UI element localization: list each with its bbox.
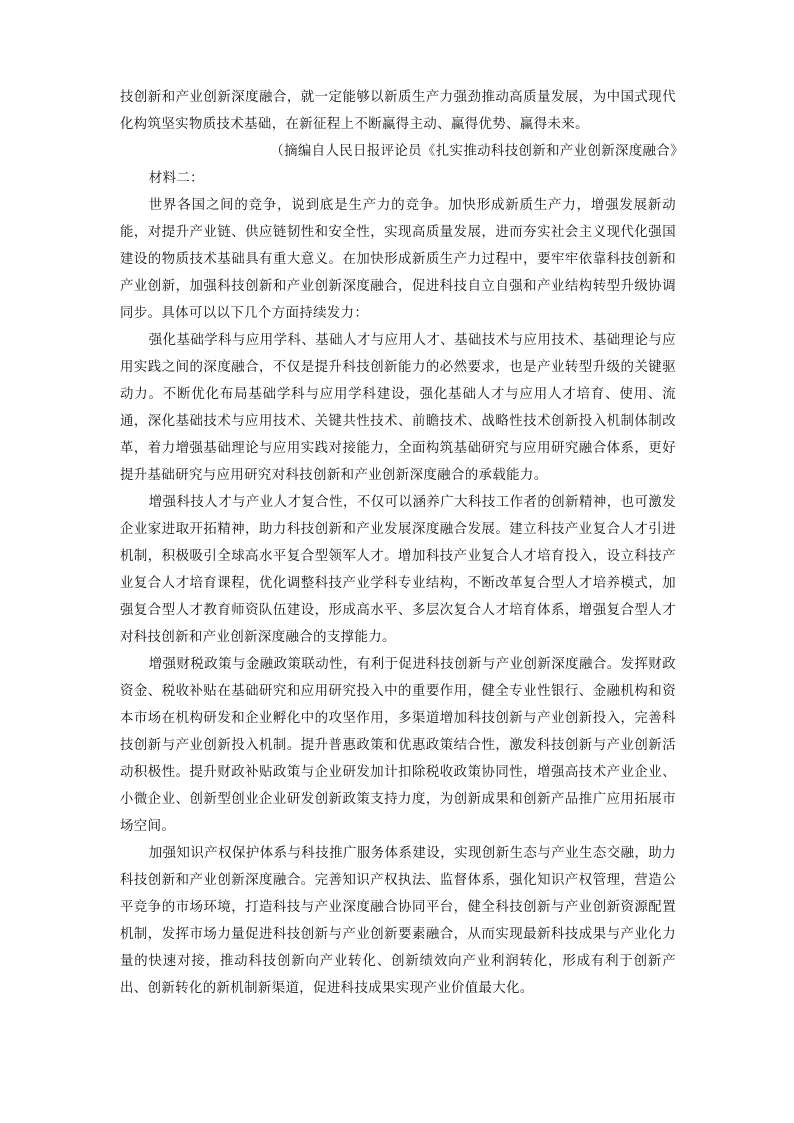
continuation-paragraph: 技创新和产业创新深度融合，就一定能够以新质生产力强劲推动高质量发展，为中国式现代化构筑坚实物质技术基础，在新征程上不断赢得主动、赢得优势、赢得未来。: [120, 90, 676, 132]
source-citation: （摘编自人民日报评论员《扎实推动科技创新和产业创新深度融合》: [270, 144, 684, 159]
paragraph: 世界各国之间的竞争，说到底是生产力的竞争。加快形成新质生产力，增强发展新动能，对提升产业链、供应链韧性和安全性，实现高质量发展，进而夯实社会主义现代化强国建设的物质技术基础具有重大意义。在加快形成新质生产力过程中，要牢牢依靠科技创新和产业创新，加强科技创新和产业创新深度融合，促进科技自立自强和产业结构转型升级协调同步。具体可以以下几个方面持续发力：: [120, 198, 676, 321]
paragraph: 强化基础学科与应用学科、基础人才与应用人才、基础技术与应用技术、基础理论与应用实践之间的深度融合，不仅是提升科技创新能力的必然要求，也是产业转型升级的关键驱动力。不断优化布局基础学科与应用学科建设，强化基础人才与应用人才培育、使用、流通，深化基础技术与应用技术、关键共性技术、前瞻技术、战略性技术创新投入机制体制改革，着力增强基础理论与应用实践对接能力，全面构筑基础研究与应用研究融合体系，更好提升基础研究与应用研究对科技创新和产业创新深度融合的承载能力。: [120, 333, 676, 483]
paragraph: 增强财税政策与金融政策联动性，有利于促进科技创新与产业创新深度融合。发挥财政资金、税收补贴在基础研究和应用研究投入中的重要作用，健全专业性银行、金融机构和资本市场在机构研发和企业孵化中的攻坚作用，多渠道增加科技创新与产业创新投入，完善科技创新与产业创新投入机制。提升普惠政策和优惠政策结合性，激发科技创新与产业创新活动积极性。提升财政补贴政策与企业研发加计扣除税收政策协同性，增强高技术产业企业、小微企业、创新型创业企业研发创新政策支持力度，为创新成果和创新产品推广应用拓展市场空间。: [120, 657, 676, 834]
paragraph: 加强知识产权保护体系与科技推广服务体系建设，实现创新生态与产业生态交融，助力科技创新和产业创新深度融合。完善知识产权执法、监督体系，强化知识产权管理，营造公平竞争的市场环境，打造科技与产业深度融合协同平台，健全科技创新与产业创新资源配置机制，发挥市场力量促进科技创新与产业创新要素融合，从而实现最新科技成果与产业化力量的快速对接，推动科技创新向产业转化、创新绩效向产业利润转化，形成有利于创新产出、创新转化的新机制新渠道，促进科技成果实现产业价值最大化。: [120, 846, 676, 996]
material-label: 材料二：: [148, 171, 204, 186]
document-body: [120, 84, 684, 1002]
paragraph: 增强科技人才与产业人才复合性，不仅可以涵养广大科技工作者的创新精神，也可激发企业家进取开拓精神，助力科技创新和产业发展深度融合发展。建立科技产业复合人才引进机制，积极吸引全球高水平复合型领军人才。增加科技产业复合人才培育投入，设立科技产业复合人才培育课程，优化调整科技产业学科专业结构，不断改革复合型人才培养模式，加强复合型人才教育师资队伍建设，形成高水平、多层次复合人才培育体系，增强复合型人才对科技创新和产业创新深度融合的支撑能力。: [120, 495, 676, 645]
